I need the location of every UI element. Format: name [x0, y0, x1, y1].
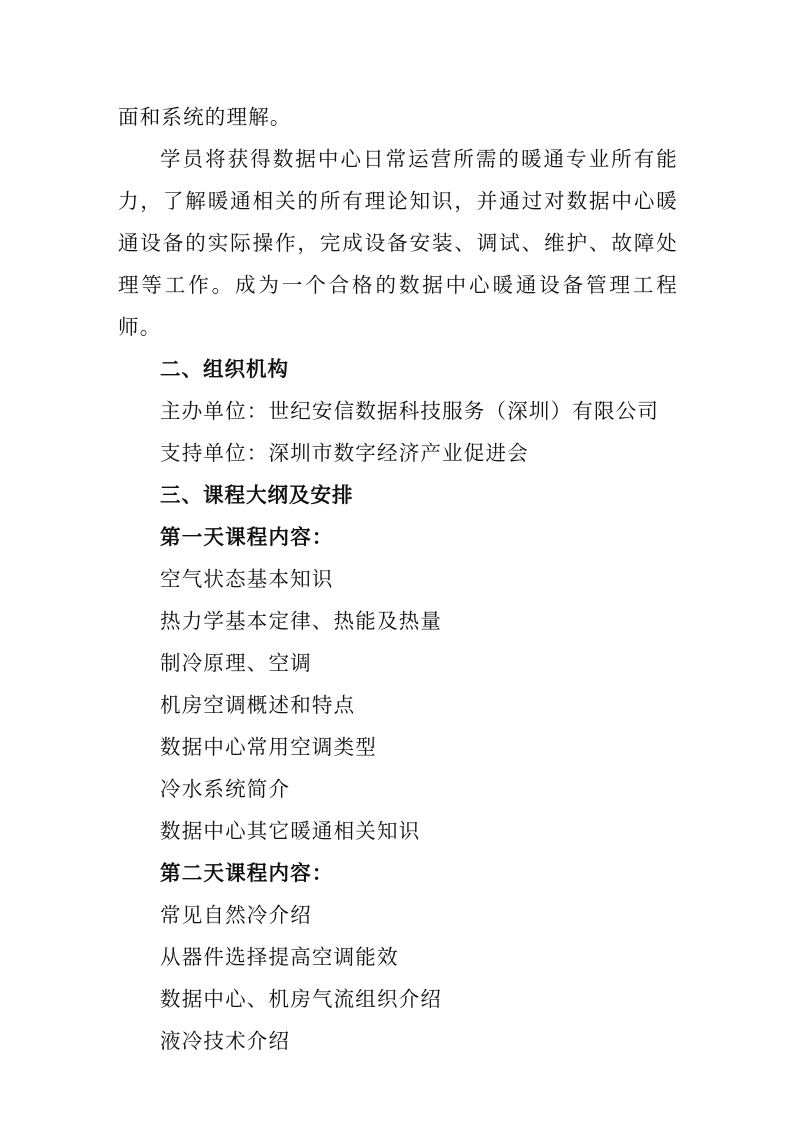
list-item: 从器件选择提高空调能效: [160, 945, 399, 969]
list-item: 常见自然冷介绍: [160, 903, 312, 927]
host-organizer: 主办单位：世纪安信数据科技服务（深圳）有限公司: [160, 399, 660, 423]
section-heading-course-outline: 三、课程大纲及安排: [160, 483, 354, 507]
day1-title: 第一天课程内容：: [160, 525, 334, 549]
day2-title: 第二天课程内容：: [160, 861, 334, 885]
list-item: 空气状态基本知识: [160, 567, 334, 591]
list-item: 液冷技术介绍: [160, 1029, 291, 1053]
list-item: 机房空调概述和特点: [160, 693, 356, 717]
list-item: 制冷原理、空调: [160, 651, 312, 675]
section-heading-organization: 二、组织机构: [160, 357, 289, 381]
paragraph-learning-outcome: 学员将获得数据中心日常运营所需的暖通专业所有能力，了解暖通相关的所有理论知识，并通过对数据中心暖通设备的实际操作，完成设备安装、调试、维护、故障处理等工作。成为一个合格的数据中心暖通设备管理工程师。: [118, 147, 678, 339]
list-item: 数据中心常用空调类型: [160, 735, 377, 759]
list-item: 数据中心其它暖通相关知识: [160, 819, 421, 843]
document-body: [118, 96, 678, 1062]
list-item: 数据中心、机房气流组织介绍: [160, 987, 443, 1011]
supporting-organizer: 支持单位：深圳市数字经济产业促进会: [160, 441, 529, 465]
list-item: 热力学基本定律、热能及热量: [160, 609, 443, 633]
paragraph-continuation: 面和系统的理解。: [118, 105, 292, 129]
list-item: 冷水系统简介: [160, 777, 291, 801]
